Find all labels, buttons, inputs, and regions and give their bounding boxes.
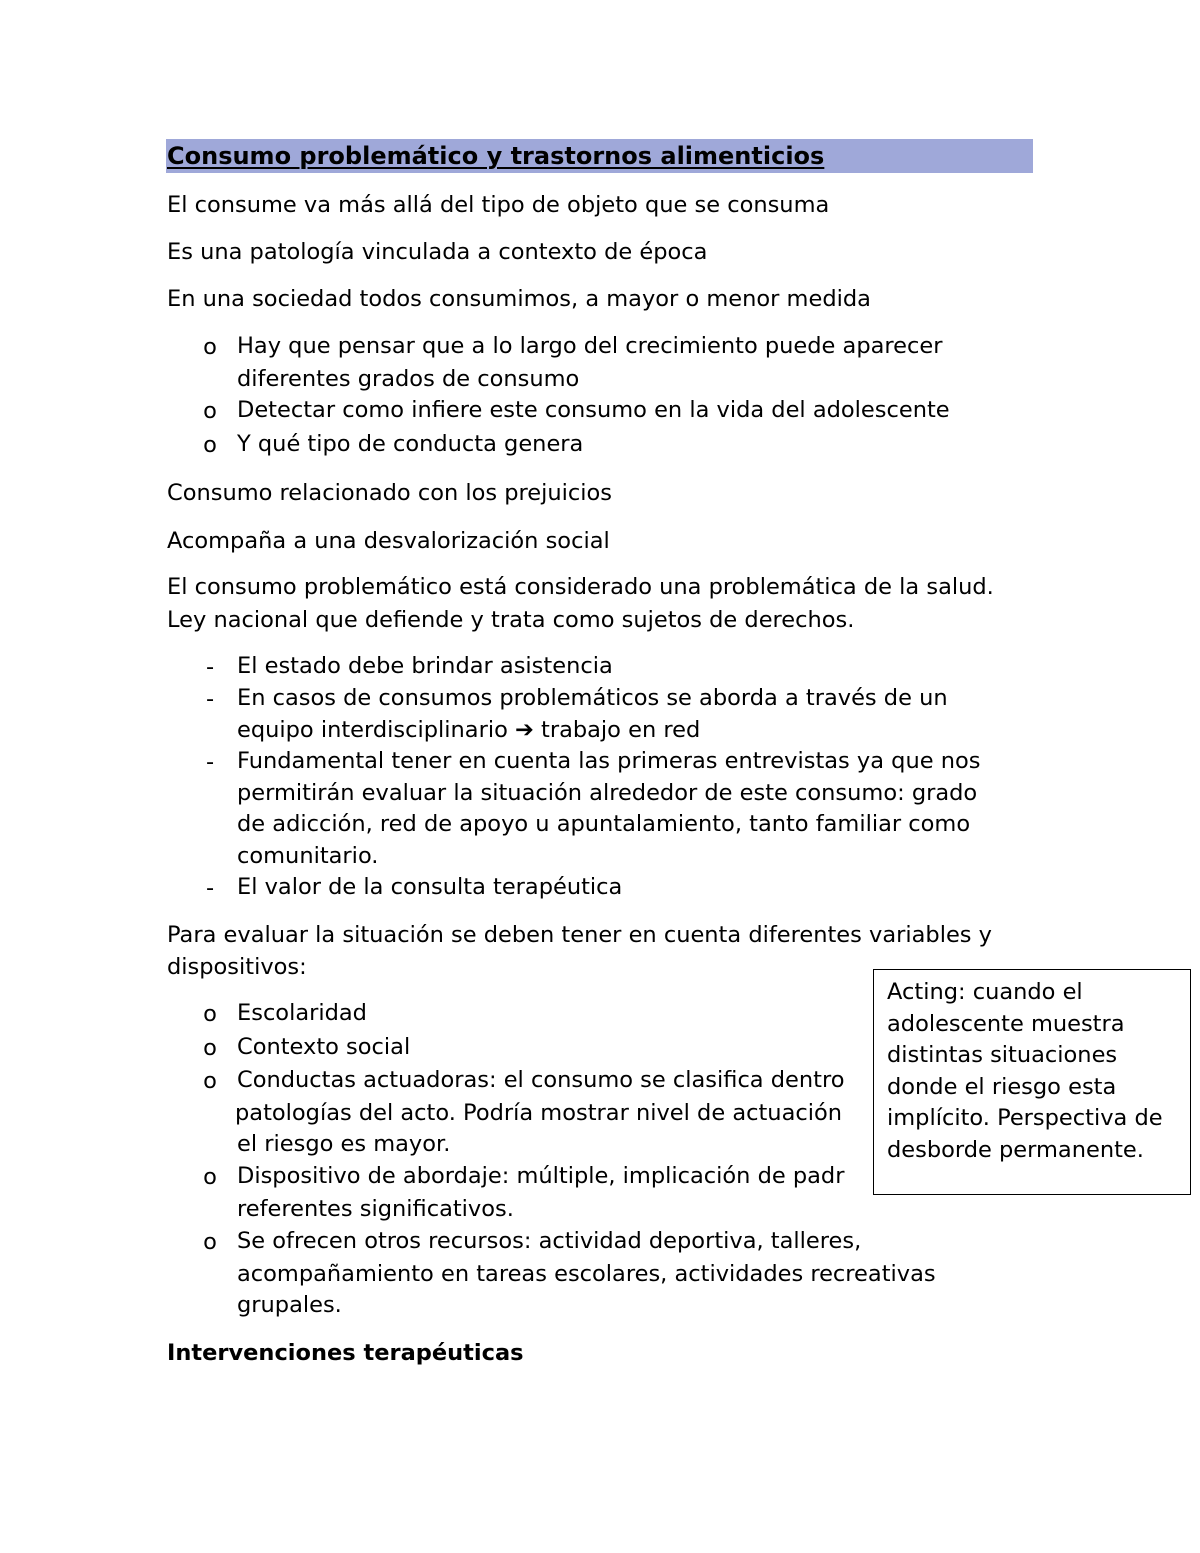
paragraph-7: Para evaluar la situación se deben tener en cuenta diferentes variables y [167,922,992,948]
list-item-text: Hay que pensar que a lo largo del crecimiento puede aparecer [237,333,943,359]
dash-bullet-icon: - [205,686,215,712]
dash-bullet-icon: - [205,749,215,775]
bullet-icon: o [203,432,217,458]
list-item-text: En casos de consumos problemáticos se aborda a través de un [237,685,948,711]
paragraph-1: El consume va más allá del tipo de objeto que se consuma [167,192,830,218]
paragraph-6: El consumo problemático está considerado una problemática de la salud. [167,574,994,600]
bullet-icon: o [203,1229,217,1255]
list-item-text: patologías del acto. Podría mostrar nivel de actuación [235,1100,843,1126]
sidebox-line: donde el riesgo esta [887,1073,1117,1100]
sidebox-line: distintas situaciones [887,1042,1118,1068]
dash-bullet-icon: - [205,875,215,901]
list-item-text: Escolaridad [237,1000,367,1026]
bullet-icon: o [203,1035,217,1061]
list-item-text: Fundamental tener en cuenta las primeras entrevistas ya que nos [237,748,981,774]
list-item-text: equipo interdisciplinario ➔ trabajo en red [237,716,701,743]
bullet-icon: o [203,1164,217,1190]
list-item-text: Conductas actuadoras: el consumo se clasifica dentro [237,1067,845,1093]
paragraph-4: Consumo relacionado con los prejuicios [167,480,613,506]
paragraph-6-line-2: Ley nacional que defiende y trata como sujetos de derechos. [167,607,855,633]
bullet-icon: o [203,334,217,360]
list-item-text: grupales. [237,1292,342,1318]
paragraph-5: Acompaña a una desvalorización social [167,528,610,554]
list-item-text: El estado debe brindar asistencia [237,653,613,679]
page-title: Consumo problemático y trastornos alimenticios [167,142,825,170]
section-heading: Intervenciones terapéuticas [167,1340,524,1366]
list-item-text: acompañamiento en tareas escolares, actividades recreativas [237,1261,936,1287]
sidebox-line: Acting: cuando el [887,979,1083,1005]
list-item-text: de adicción, red de apoyo u apuntalamiento, tanto familiar como [237,811,971,837]
sidebox-line: adolescente muestra [887,1010,1125,1037]
paragraph-7-line-2: dispositivos: [167,954,307,980]
bullet-icon: o [203,1001,217,1027]
list-item-text: Detectar como infiere este consumo en la vida del adolescente [237,397,950,423]
list-item-text: Y qué tipo de conducta genera [237,431,584,457]
bullet-icon: o [203,1068,217,1094]
sidebox [873,969,1191,1195]
list-item-text: comunitario. [237,842,379,869]
paragraph-3: En una sociedad todos consumimos, a mayor o menor medida [167,286,871,312]
list-item-text: permitirán evaluar la situación alrededor de este consumo: grado [237,779,978,806]
list-item-text: referentes significativos. [237,1196,514,1222]
list-item-text: Contexto social [237,1034,411,1060]
list-item-text: Se ofrecen otros recursos: actividad deportiva, talleres, [237,1228,862,1254]
sidebox-line: implícito. Perspectiva de [887,1105,1163,1131]
paragraph-2: Es una patología vinculada a contexto de época [167,239,708,265]
list-item-text: El valor de la consulta terapéutica [237,874,623,900]
dash-bullet-icon: - [205,654,215,680]
list-item-text: diferentes grados de consumo [237,366,580,392]
list-item-text: el riesgo es mayor. [237,1131,451,1157]
sidebox-line: desborde permanente. [887,1136,1144,1163]
bullet-icon: o [203,398,217,424]
list-item-text: Dispositivo de abordaje: múltiple, implicación de padr [237,1163,845,1189]
